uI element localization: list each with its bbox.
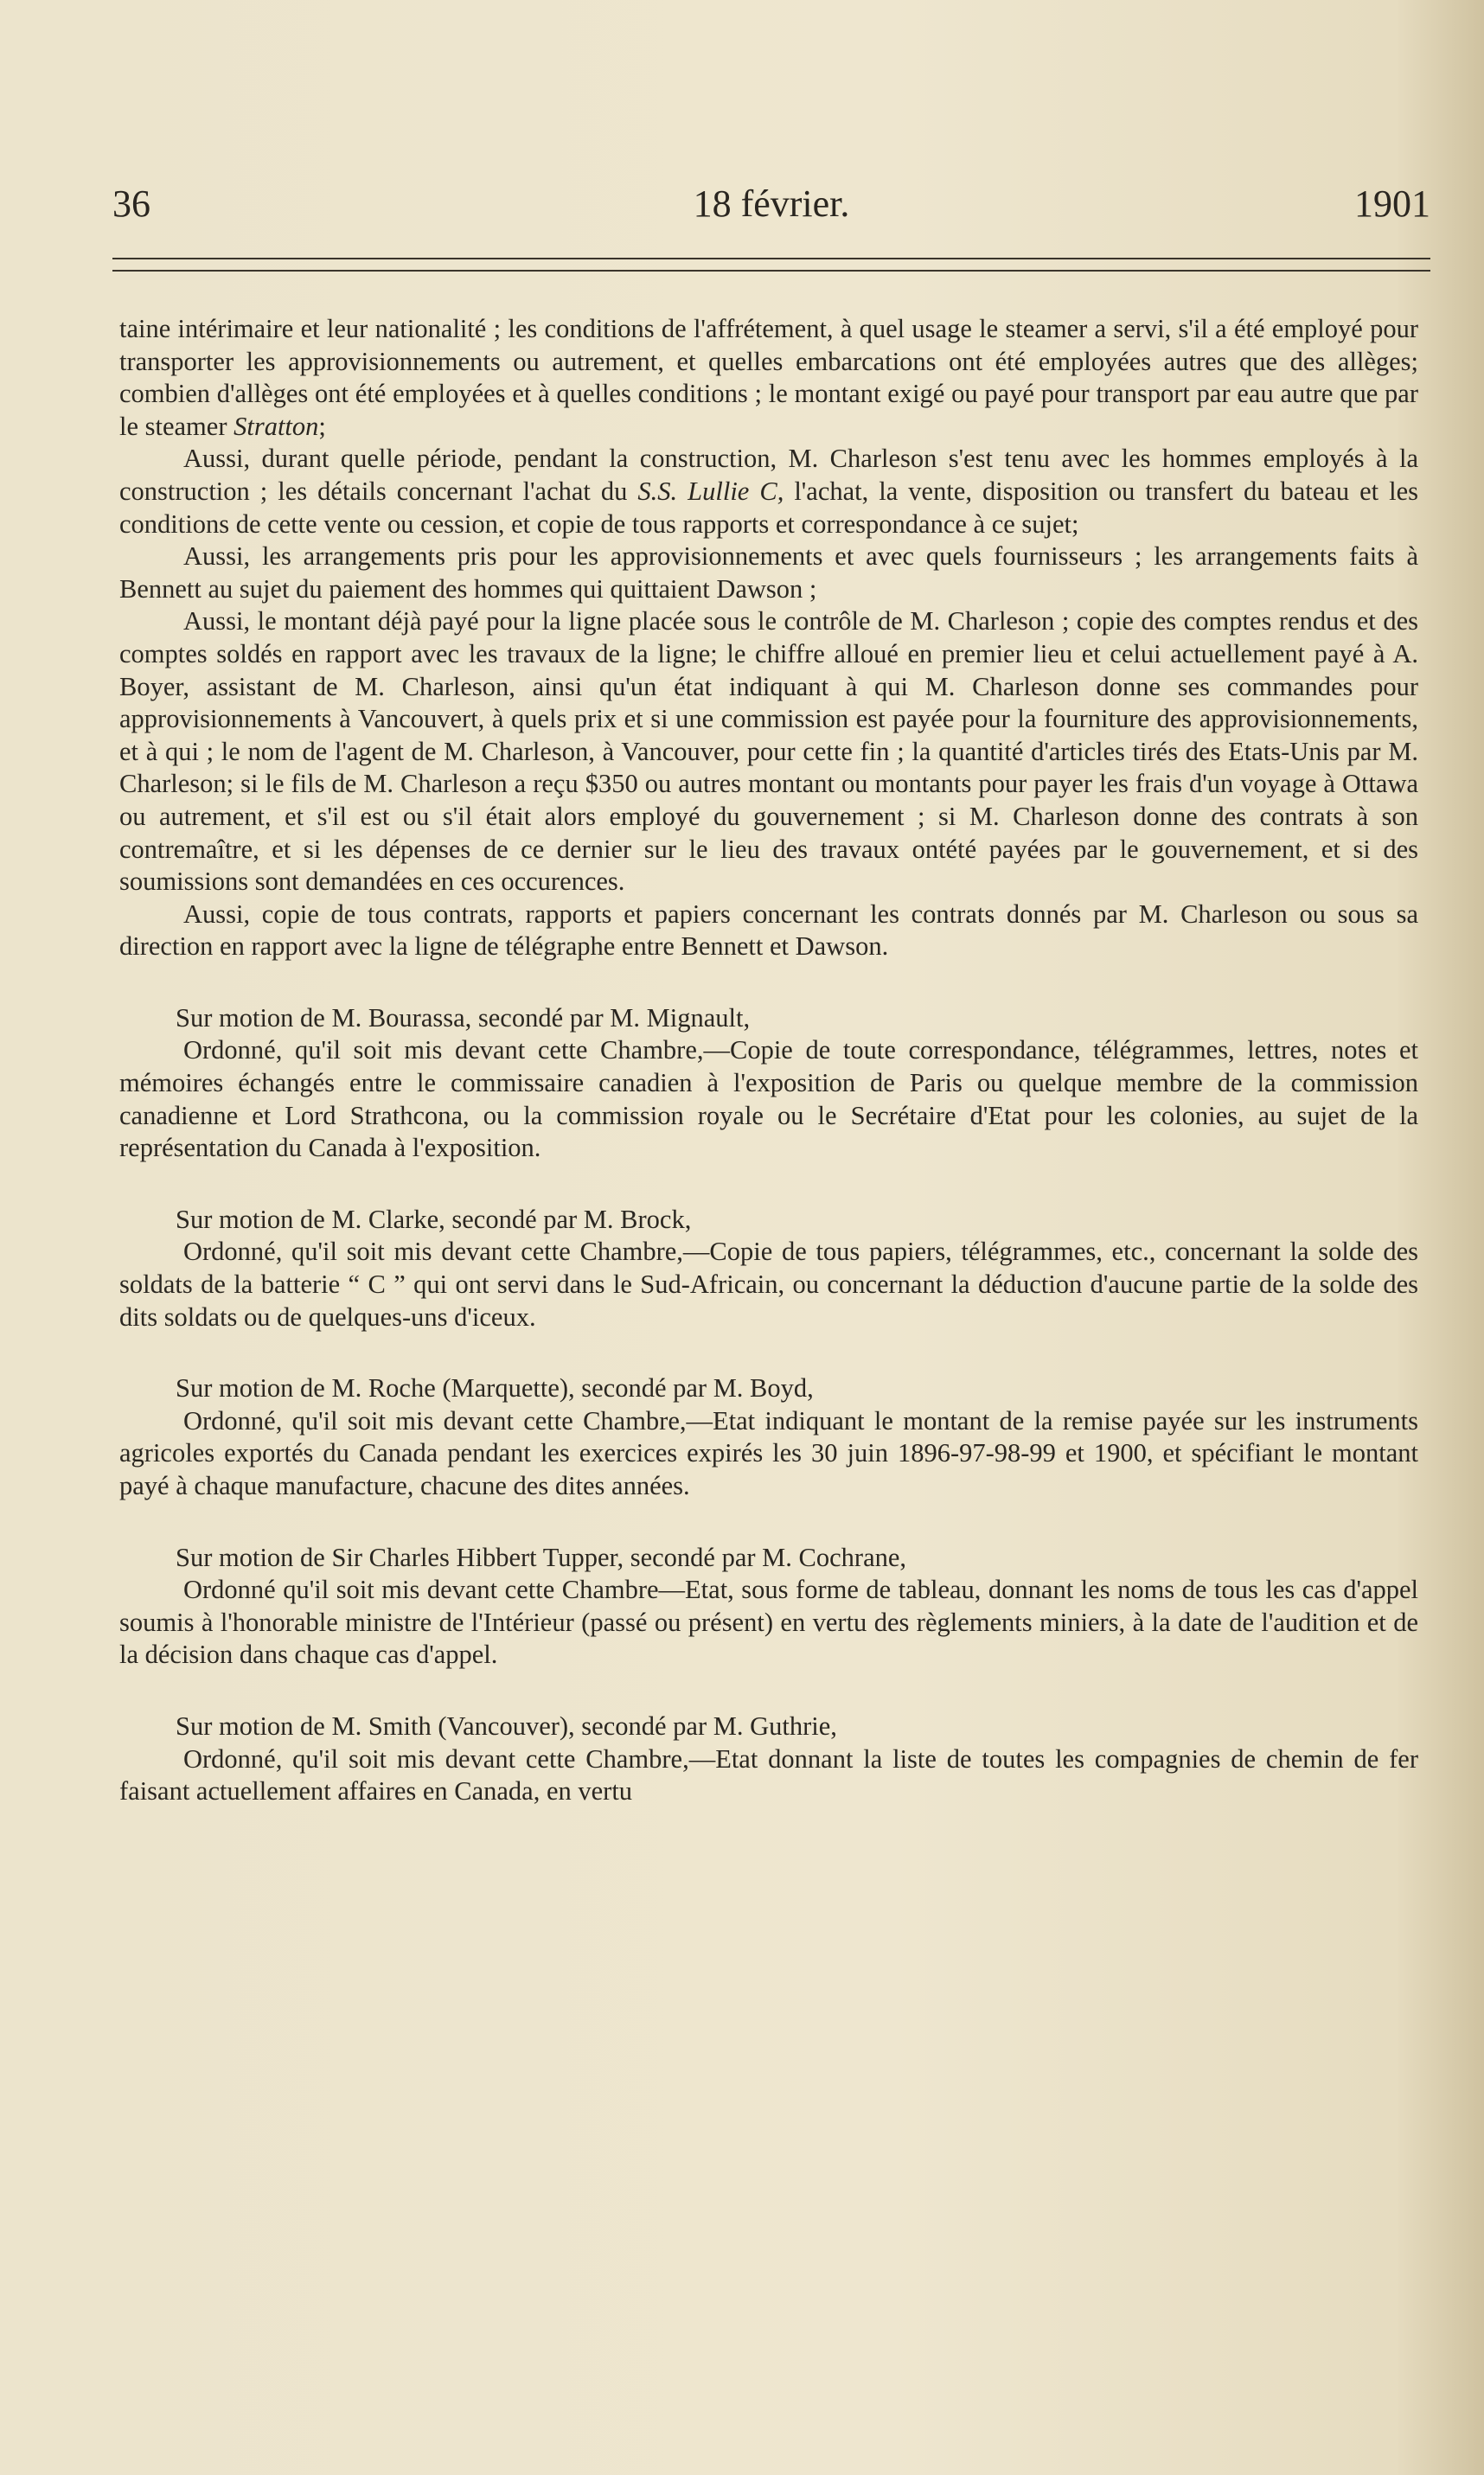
paragraph: Aussi, le montant déjà payé pour la ligne placée sous le contrôle de M. Charleson ; copie des comptes rendus et des comptes soldés en rapport avec les travaux de la ligne; le chiffre alloué en premier lieu et celui actuellement payé à A. Boyer, assistant de M. Charleson, ainsi qu'un état indiquant à qui M. Charleson donne ses commandes pour approvisionnements à Vancouvert, à quels prix et si une commission est payée pour la fourniture des approvisionnements, et à qui ; le nom de l'agent de M. Charleson, à Vancouver, pour cette fin ; la quantité d'articles tirés des Etats-Unis par M. Charleson; si le fils de M. Charleson a reçu $350 ou autres montant ou montants pour payer les frais d'un voyage à Ottawa ou autrement, et s'il est ou s'il était alors employé du gouvernement ; si M. Charleson donne des contrats à son contremaître, et si les dépenses de ce dernier sur le lieu des travaux ontété payées par le gouvernement, et si des soumissions sont demandées en ces occurences. [119,606,1418,897]
header-year: 1901 [1354,182,1430,225]
motion-order: Ordonné, qu'il soit mis devant cette Chambre,—Etat donnant la liste de toutes les compagnies de chemin de fer faisant actuellement affaires en Canada, en vertu [119,1743,1418,1807]
paragraph: Aussi, durant quelle période, pendant la construction, M. Charleson s'est tenu avec les hommes employés à la construction ; les détails concernant l'achat du S.S. Lullie C, l'achat, la vente, disposition ou transfert du bateau et les conditions de cette vente ou cession, et copie de tous rapports et correspondance à ce sujet; [119,444,1419,539]
page-number: 36 [112,182,150,225]
paragraph: taine intérimaire et leur nationalité ; les conditions de l'affrétement, à quel usage le steamer a servi, s'il a été employé pour transporter les approvisionnements ou autrement, et quelles embarcations ont été employées autres que des allèges; combien d'allèges ont été employées et à quelles conditions ; le montant exigé ou payé pour transport par eau autre que par le steamer Stratton; [119,314,1418,441]
paragraph: Aussi, copie de tous contrats, rapports et papiers concernant les contrats donnés par M. Charleson ou sous sa direction en rapport avec la ligne de télégraphe entre Bennett et Dawson. [119,899,1418,962]
motion-heading: Sur motion de M. Clarke, secondé par M. Brock, [176,1204,692,1234]
motion-order: Ordonné, qu'il soit mis devant cette Chambre,—Etat indiquant le montant de la remise payée sur les instruments agricoles exportés du Canada pendant les exercices expirés les 30 juin 1896-97-98-99 et 1900, et spécifiant le montant payé à chaque manufacture, chacune des dites années. [119,1405,1418,1500]
motion-order: Ordonné, qu'il soit mis devant cette Chambre,—Copie de toute correspondance, télégrammes, lettres, notes et mémoires échangés entre le commissaire canadien à l'exposition de Paris ou quelque membre de la commission canadienne et Lord Strathcona, ou la commission royale ou le Secrétaire d'Etat pour les colonies, au sujet de la représentation du Canada à l'exposition. [119,1035,1418,1163]
paragraph: Aussi, les arrangements pris pour les approvisionnements et avec quels fournisseurs ; les arrangements faits à Bennett au sujet du paiement des hommes qui quittaient Dawson ; [119,541,1418,604]
page-header [112,178,1430,230]
motion-order: Ordonné, qu'il soit mis devant cette Chambre,—Copie de tous papiers, télégrammes, etc., concernant la solde des soldats de la batterie “ C ” qui ont servi dans le Sud-Africain, ou concernant la déduction d'aucune partie de la solde des dits soldats ou de quelques-uns d'iceux. [119,1237,1418,1332]
motion-heading: Sur motion de M. Smith (Vancouver), secondé par M. Guthrie, [176,1711,837,1741]
motion-heading: Sur motion de M. Bourassa, secondé par M. Mignault, [176,1002,751,1033]
steamer-name: Stratton [233,411,319,441]
ship-name: S.S. Lullie C, [637,476,784,506]
motion-order: Ordonné qu'il soit mis devant cette Chambre—Etat, sous forme de tableau, donnant les noms de tous les cas d'appel soumis à l'honorable ministre de l'Intérieur (passé ou présent) en vertu des règlements miniers, à la date de l'audition et de la décision dans chaque cas d'appel. [119,1575,1418,1670]
motion-heading: Sur motion de Sir Charles Hibbert Tupper, secondé par M. Cochrane, [176,1542,907,1572]
header-rule-top [112,258,1430,259]
header-rule-bottom [112,270,1430,272]
header-date: 18 février. [693,182,850,225]
page-body [119,313,1418,1808]
motion-heading: Sur motion de M. Roche (Marquette), secondé par M. Boyd, [176,1373,814,1404]
